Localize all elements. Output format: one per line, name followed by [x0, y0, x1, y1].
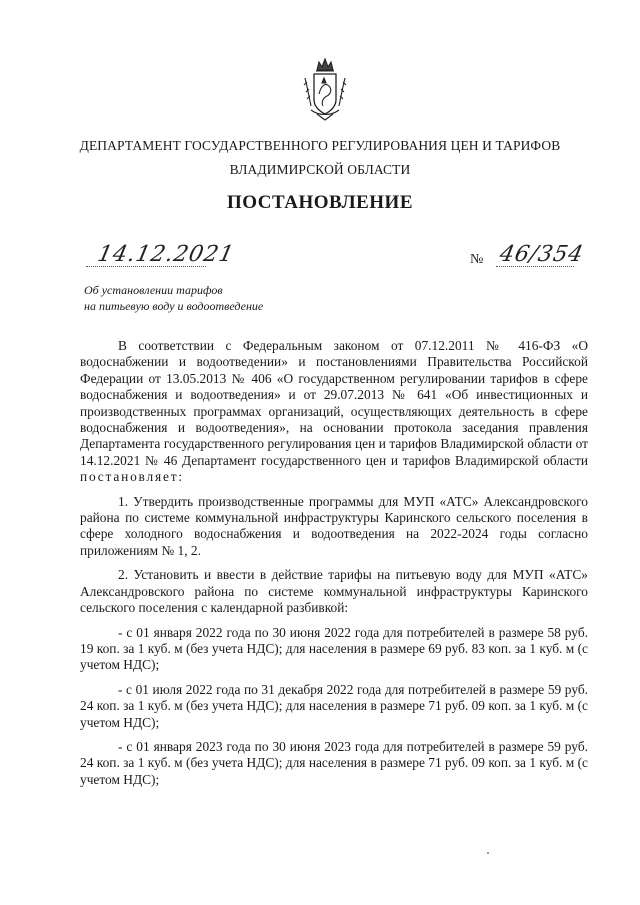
- department-name: ДЕПАРТАМЕНТ ГОСУДАРСТВЕННОГО РЕГУЛИРОВАНИЯ ЦЕН И ТАРИФОВ: [79, 138, 561, 153]
- subject-line: Об установлении тарифов: [84, 283, 223, 297]
- preamble-paragraph: [80, 338, 588, 486]
- coat-of-arms-icon: [301, 56, 349, 124]
- preamble-text: В соответствии с Федеральным законом от 07.12.2011 № 416-ФЗ «О водоснабжении и водоотведении» и постановлениями Правительства Российской Федерации от 13.05.2013 № 406 «О государственном регулировании тарифов в сфере водоснабжения и водоотведения» и от 29.07.2013 № 641 «Об инвестиционных и производственных программах организаций, осуществляющих деятельность в сфере водоснабжения и водоотведения», на основании протокола заседания правления Департамента государственного регулирования цен и тарифов Владимирской области от 14.12.2021 № 46 Департамент государственного цен и тарифов Владимирской области: [80, 338, 588, 468]
- item-1-paragraph: 1. Утвердить производственные программы для МУП «АТС» Александровского района по системе коммунальной инфраструктуры Каринского сельского поселения в сфере холодного водоснабжения и водоотведения на 2022-2024 годы согласно приложениям № 1, 2.: [80, 493, 588, 558]
- item-2-paragraph: 2. Установить и ввести в действие тарифы на питьевую воду для МУП «АТС» Александровского района по системе коммунальной инфраструктуры Каринского сельского поселения с календарной разбивкой:: [80, 567, 588, 616]
- document-body: [80, 338, 588, 788]
- tariff-period-1: - с 01 января 2022 года по 30 июня 2022 года для потребителей в размере 58 руб. 19 коп. за 1 куб. м (без учета НДС); для населения в размере 69 руб. 83 коп. за 1 куб. м (с учетом НДС);: [80, 624, 588, 673]
- scan-speck: [487, 852, 489, 854]
- document-subject: [84, 282, 263, 314]
- number-sign: №: [470, 252, 484, 267]
- tariff-period-3: - с 01 января 2023 года по 30 июня 2023 года для потребителей в размере 59 руб. 24 коп. за 1 куб. м (без учета НДС); для населения в размере 71 руб. 09 коп. за 1 куб. м (с учетом НДС);: [80, 738, 588, 787]
- subject-line: на питьевую воду и водоотведение: [84, 299, 264, 313]
- number-underline: [496, 266, 574, 267]
- date-underline: [86, 266, 206, 267]
- department-region: ВЛАДИМИРСКОЙ ОБЛАСТИ: [229, 162, 411, 177]
- document-date: 14.12.2021: [95, 242, 237, 267]
- preamble-verb: постановляет:: [80, 469, 184, 485]
- document-number: 46/354: [497, 242, 587, 267]
- document-title: ПОСТАНОВЛЕНИЕ: [226, 192, 414, 213]
- tariff-period-2: - с 01 июля 2022 года по 31 декабря 2022 года для потребителей в размере 59 руб. 24 коп. за 1 куб. м (без учета НДС); для населения в размере 71 руб. 09 коп. за 1 куб. м (с учетом НДС);: [80, 681, 588, 730]
